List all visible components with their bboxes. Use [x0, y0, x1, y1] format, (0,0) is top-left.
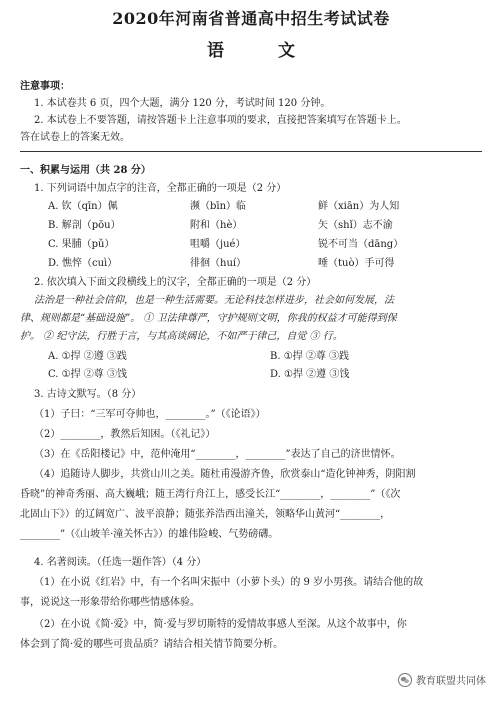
q1-option-b-1: B. 解剖（pōu） [48, 220, 121, 231]
q3-item-4-line-3: 北固山下》）的辽阔宽广、波平浪静；随张养浩西出潼关，领略华山黄河“________， [20, 509, 391, 520]
notes-line-2b: 答在试卷上的答案无效。 [20, 132, 130, 143]
q3-item-2: （2）________，教然后知困。（《礼记》） [34, 429, 216, 440]
q1-option-d-1: D. 憔悴（cuì） [48, 258, 118, 269]
watermark [398, 672, 486, 687]
q1-option-a-2: 濒（bīn）临 [190, 201, 247, 212]
q2-passage-line-1: 法治是一种社会信仰，也是一种生活需要。无论科技怎样进步，社会如何发展，法 [34, 295, 394, 306]
q1-option-b-3: 矢（shǐ）志不渝 [318, 220, 393, 231]
q3-item-4-line-4: ________”（《山坡羊·潼关怀古》）的雄伟险峻、气势磅礴。 [20, 529, 279, 540]
divider [20, 151, 482, 152]
q1-option-d-2: 徘徊（huí） [190, 258, 247, 269]
wechat-icon [398, 673, 412, 687]
q1-option-a-3: 鲜（xiān）为人知 [318, 201, 400, 212]
q2-option-b: B. ①捍 ②尊 ③践 [270, 351, 350, 362]
q3-item-3: （3）在《岳阳楼记》中，范仲淹用“________，________”表达了自己的济世情怀。 [34, 449, 401, 460]
q4-option-2-line-1: （2）在小说《简·爱》中，简·爱与罗切斯特的爱情故事感人至深。从这个故事中，你 [34, 619, 407, 630]
q1-option-c-2: 咀嚼（jué） [190, 239, 246, 250]
q1-option-d-3: 唾（tuò）手可得 [318, 258, 395, 269]
exam-subject: 语 文 [207, 41, 319, 61]
q1-option-b-2: 附和（hè） [190, 220, 243, 231]
exam-title: 2020年河南省普通高中招生考试试卷 [112, 9, 390, 28]
q3-item-1: （1）子曰：“三军可夺帅也，________。”（《论语》） [34, 409, 266, 420]
q2-option-d: D. ①捍 ②遵 ③饯 [270, 369, 350, 380]
q2-stem: 2. 依次填入下面文段横线上的汉字，全都正确的一项是（2 分） [34, 277, 317, 288]
q3-stem: 3. 古诗文默写。（8 分） [34, 389, 142, 400]
q4-option-2-line-2: 体会到了简·爱的哪些可贵品质？请结合相关情节简要分析。 [20, 639, 284, 650]
notes-line-2a: 2. 本试卷上不要答题，请按答题卡上注意事项的要求，直接把答案填写在答题卡上。 [34, 115, 407, 126]
q4-stem: 4. 名著阅读。（任选一题作答）（4 分） [34, 557, 207, 568]
q2-option-c: C. ①捍 ②尊 ③饯 [48, 369, 127, 380]
q4-option-1-line-1: （1）在小说《红岩》中，有一个名叫宋振中（小萝卜头）的 9 岁小男孩。请结合他的故 [34, 577, 424, 588]
q2-passage-line-2: 律、规则都是“基础设施”。 ① 卫法律尊严，守护规则文明，你我的权益才可能得到保 [20, 313, 397, 324]
q3-item-4-line-1: （4）追随诗人脚步，共赏山川之美。随杜甫漫游齐鲁，欣赏泰山“造化钟神秀，阴阳割 [34, 469, 416, 480]
q2-option-a: A. ①捍 ②遵 ③践 [48, 351, 127, 362]
q1-stem: 1. 下列词语中加点字的注音，全都正确的一项是（2 分） [34, 183, 287, 194]
q1-option-a-1: A. 钦（qīn）佩 [48, 201, 118, 212]
notes-line-1: 1. 本试卷共 6 页，四个大题，满分 120 分，考试时间 120 分钟。 [34, 98, 331, 109]
section-1-heading: 一、积累与运用（共 28 分） [20, 165, 151, 176]
watermark-text: 教育联盟共同体 [416, 676, 486, 687]
q1-option-c-1: C. 果脯（pǔ） [48, 239, 115, 250]
q1-option-c-3: 锐不可当（dāng） [318, 239, 404, 250]
notes-heading: 注意事项： [20, 81, 70, 92]
q2-passage-line-3: 护。 ② 纪守法，行胜于言，与其高谈阔论，不如严于律己，自觉 ③ 行。 [20, 331, 343, 342]
q3-item-4-line-2: 昏晓”的神奇秀丽、高大巍峨；随王湾行舟江上，感受长江“________，________”（《次 [20, 489, 401, 500]
q4-option-1-line-2: 事，说说这一形象带给你哪些情感体验。 [20, 597, 200, 608]
